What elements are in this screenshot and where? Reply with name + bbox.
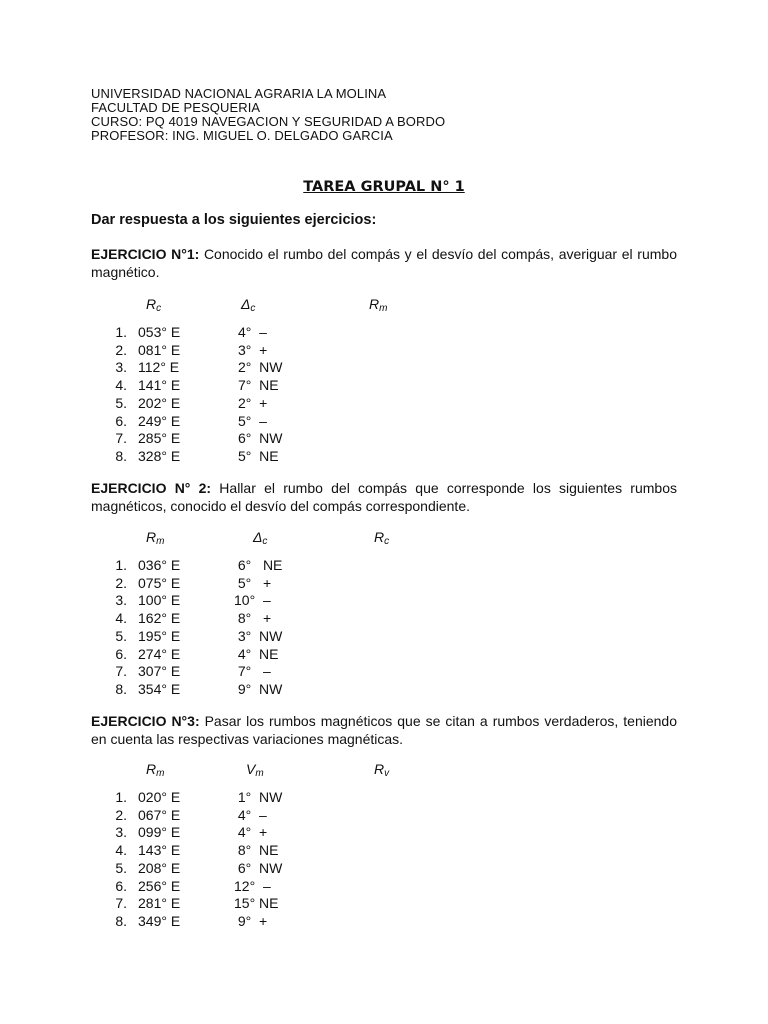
list-item <box>0 610 768 628</box>
item-number: 6. <box>115 412 127 429</box>
header-course: CURSO: PQ 4019 NAVEGACION Y SEGURIDAD A BORDO <box>91 114 446 129</box>
item-value: 8° + <box>234 610 272 627</box>
item-number: 1. <box>115 789 127 805</box>
list-item <box>0 860 768 878</box>
item-value: 4° NE <box>234 645 279 662</box>
item-rumbo: 328° E <box>138 447 181 464</box>
list-item <box>0 628 768 646</box>
item-value: 7° – <box>234 663 271 680</box>
exercise-1-label: EJERCICIO N°1: <box>91 246 200 262</box>
item-number: 7. <box>115 430 127 447</box>
exercise-1-col2-header: $\Delta_c$ <box>241 296 256 314</box>
item-value: 3° NW <box>234 627 283 644</box>
item-value: 5° – <box>238 412 267 429</box>
exercise-1-col3-header: $R_m$ <box>369 296 388 314</box>
item-rumbo: 285° E <box>138 430 181 447</box>
item-rumbo: 141° E <box>138 377 181 394</box>
list-item <box>0 342 768 360</box>
item-number: 3. <box>115 592 127 609</box>
list-item <box>0 646 768 664</box>
item-rumbo: 256° E <box>138 877 181 894</box>
item-rumbo: 067° E <box>138 806 181 823</box>
item-number: 2. <box>115 341 127 358</box>
exercise-2-col1-header: $R_m$ <box>146 529 165 547</box>
item-number: 2. <box>115 574 127 591</box>
item-value: 5° NE <box>238 447 279 464</box>
item-number: 3. <box>115 824 127 841</box>
item-number: 3. <box>115 359 127 376</box>
exercise-2-col2-header: $\Delta_c$ <box>253 529 268 547</box>
item-rumbo: 249° E <box>138 412 181 429</box>
list-item <box>0 807 768 825</box>
header-faculty: FACULTAD DE PESQUERIA <box>91 100 261 115</box>
document-title-wrap <box>0 178 768 196</box>
item-rumbo: 112° E <box>138 359 180 376</box>
item-rumbo: 053° E <box>138 324 181 340</box>
item-number: 7. <box>115 895 127 912</box>
header-professor: PROFESOR: ING. MIGUEL O. DELGADO GARCIA <box>91 128 393 143</box>
list-item <box>0 681 768 699</box>
item-number: 8. <box>115 447 127 464</box>
item-rumbo: 307° E <box>138 663 181 680</box>
exercise-1-statement <box>91 245 677 281</box>
item-rumbo: 274° E <box>138 645 181 662</box>
item-value: 2° + <box>238 394 268 411</box>
item-number: 8. <box>115 680 127 697</box>
list-item <box>0 448 768 466</box>
item-value: 4° – <box>238 324 267 340</box>
item-number: 1. <box>115 557 127 573</box>
item-rumbo: 195° E <box>138 627 181 644</box>
item-rumbo: 036° E <box>138 557 181 573</box>
item-value: 3° + <box>238 341 268 358</box>
instructions: Dar respuesta a los siguientes ejercicios: <box>91 212 377 228</box>
item-value: 9° + <box>234 912 268 929</box>
item-value: 5° + <box>234 574 272 591</box>
item-value: 6° NW <box>238 430 283 447</box>
list-item <box>0 575 768 593</box>
item-number: 4. <box>115 842 127 859</box>
exercise-2-text: Hallar el rumbo del compás que corresponde los siguientes rumbos magnéticos, conocido el desvío del compás correspondiente. <box>91 480 677 514</box>
exercise-1-col1-header: $R_c$ <box>146 296 162 314</box>
exercise-3-col1-header: $R_m$ <box>146 761 165 779</box>
list-item <box>0 913 768 931</box>
item-rumbo: 099° E <box>138 824 181 841</box>
list-item <box>0 359 768 377</box>
list-item <box>0 824 768 842</box>
document-title: TAREA GRUPAL N° 1 <box>303 179 465 195</box>
item-value: 6° NE <box>234 557 283 573</box>
item-rumbo: 143° E <box>138 842 181 859</box>
item-value: 15° NE <box>234 895 279 912</box>
exercise-3-text: Pasar los rumbos magnéticos que se citan a rumbos verdaderos, teniendo en cuenta las respectivas variaciones magnéticas. <box>91 713 677 747</box>
list-item <box>0 413 768 431</box>
list-item <box>0 395 768 413</box>
exercise-3-label: EJERCICIO N°3: <box>91 713 200 729</box>
exercise-2-col3-header: $R_c$ <box>374 529 390 547</box>
item-value: 12° – <box>234 877 271 894</box>
item-number: 2. <box>115 806 127 823</box>
list-item <box>0 324 768 342</box>
item-number: 4. <box>115 610 127 627</box>
item-number: 4. <box>115 377 127 394</box>
list-item <box>0 895 768 913</box>
item-rumbo: 100° E <box>138 592 181 609</box>
exercise-2-statement <box>91 479 677 515</box>
item-value: 7° NE <box>238 377 279 394</box>
item-value: 9° NW <box>234 680 283 697</box>
item-rumbo: 081° E <box>138 341 181 358</box>
item-number: 5. <box>115 627 127 644</box>
exercise-3-col3-header: $R_v$ <box>374 761 390 779</box>
item-number: 1. <box>115 324 127 340</box>
list-item <box>0 878 768 896</box>
item-number: 8. <box>115 912 127 929</box>
list-item <box>0 557 768 575</box>
list-item <box>0 842 768 860</box>
item-value: 6° NW <box>234 859 283 876</box>
item-number: 7. <box>115 663 127 680</box>
item-rumbo: 208° E <box>138 859 181 876</box>
item-rumbo: 020° E <box>138 789 181 805</box>
item-rumbo: 075° E <box>138 574 181 591</box>
item-rumbo: 281° E <box>138 895 181 912</box>
item-number: 6. <box>115 877 127 894</box>
item-value: 10° – <box>234 592 271 609</box>
list-item <box>0 663 768 681</box>
exercise-2-label: EJERCICIO N° 2: <box>91 480 212 496</box>
item-number: 5. <box>115 394 127 411</box>
item-rumbo: 349° E <box>138 912 181 929</box>
item-number: 6. <box>115 645 127 662</box>
item-value: 1° NW <box>234 789 283 805</box>
item-rumbo: 162° E <box>138 610 181 627</box>
list-item <box>0 377 768 395</box>
item-number: 5. <box>115 859 127 876</box>
item-rumbo: 202° E <box>138 394 181 411</box>
item-rumbo: 354° E <box>138 680 181 697</box>
exercise-3-statement <box>91 712 677 748</box>
exercise-1-text: Conocido el rumbo del compás y el desvío del compás, averiguar el rumbo magnético. <box>91 246 677 280</box>
header-university: UNIVERSIDAD NACIONAL AGRARIA LA MOLINA <box>91 86 387 101</box>
item-value: 2° NW <box>238 359 283 376</box>
exercise-3-col2-header: $V_m$ <box>246 761 264 779</box>
list-item <box>0 430 768 448</box>
item-value: 4° + <box>234 824 268 841</box>
list-item <box>0 789 768 807</box>
item-value: 4° – <box>234 806 267 823</box>
list-item <box>0 592 768 610</box>
item-value: 8° NE <box>234 842 279 859</box>
